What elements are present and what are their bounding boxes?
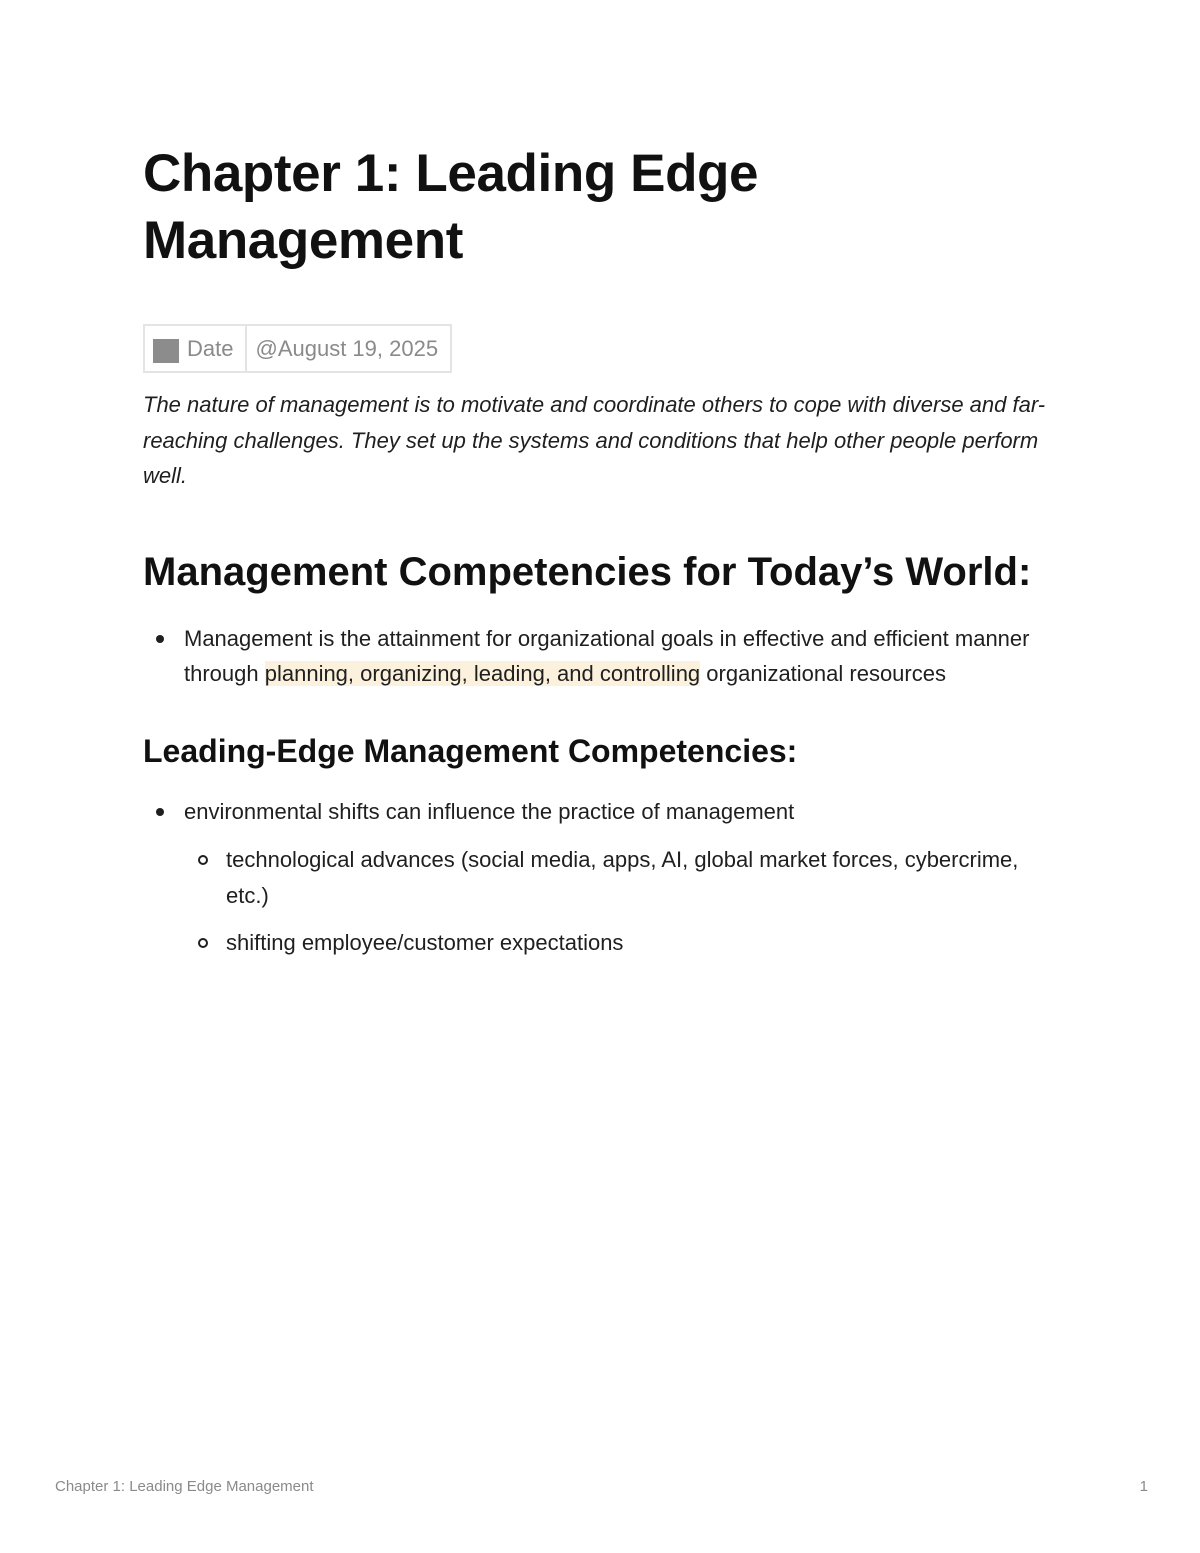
sub-list-item: shifting employee/customer expectations xyxy=(184,925,1063,961)
properties-table xyxy=(143,324,452,373)
list-item-text: Management is the attainment for organizational goals in effective and efficient manner through xyxy=(184,625,1030,686)
footer-page-number: 1 xyxy=(1139,1478,1148,1495)
list-item-text: environmental shifts can influence the practice of management xyxy=(184,798,795,824)
date-label: Date xyxy=(187,335,234,361)
intro-paragraph: The nature of management is to motivate and coordinate others to cope with diverse and far-reaching challenges. They set up the systems and conditions that help other people perform well. xyxy=(143,392,1046,488)
list-item-text-end: organizational resources xyxy=(700,661,946,686)
list-item xyxy=(143,621,1063,692)
date-property-value[interactable]: @August 19, 2025 xyxy=(246,325,451,372)
sub-list-item: technological advances (social media, apps, AI, global market forces, cybercrime, etc.) xyxy=(184,842,1063,913)
footer-document-title: Chapter 1: Leading Edge Management xyxy=(55,1478,314,1495)
section-heading-competencies: Management Competencies for Today’s World: xyxy=(143,549,1032,594)
sub-list xyxy=(184,842,1063,961)
page-title: Chapter 1: Leading Edge Management xyxy=(143,144,759,270)
competencies-list xyxy=(143,621,1063,692)
calendar-square-icon xyxy=(153,339,179,363)
list-item xyxy=(143,794,1063,961)
highlighted-text: planning, organizing, leading, and controlling xyxy=(264,661,701,686)
date-property-row xyxy=(144,325,451,372)
section-heading-leading-edge: Leading-Edge Management Competencies: xyxy=(143,732,798,769)
leading-edge-list xyxy=(143,794,1063,961)
document-page xyxy=(143,140,1063,973)
date-property-name xyxy=(144,325,246,372)
